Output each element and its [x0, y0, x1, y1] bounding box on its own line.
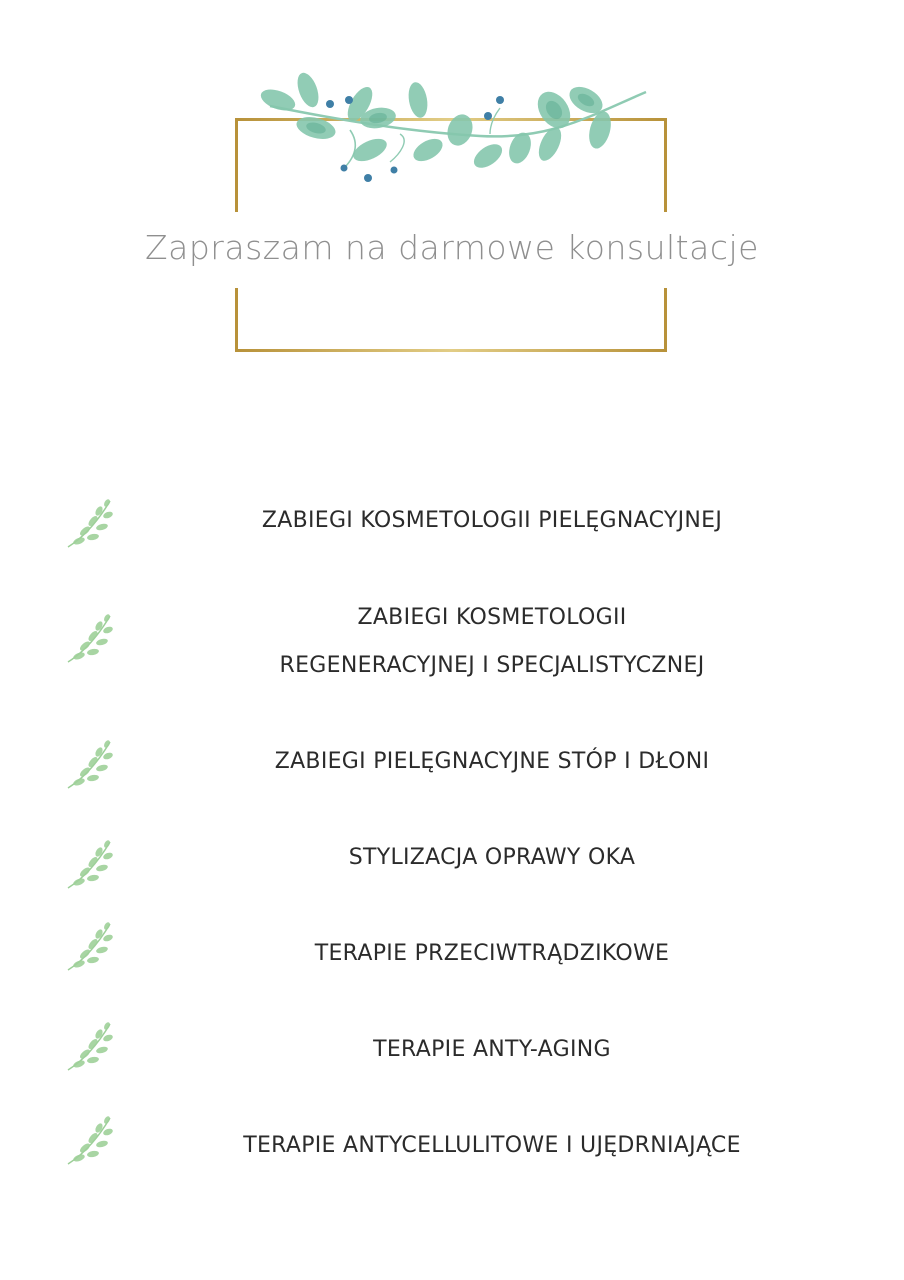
leaf-sprig-icon — [66, 738, 114, 794]
leaf-sprig-icon — [66, 838, 114, 894]
leaf-sprig-icon — [66, 1020, 114, 1076]
service-label-line2: REGENERACYJNEJ I SPECJALISTYCZNEJ — [279, 653, 705, 678]
leaf-sprig-icon — [66, 497, 114, 553]
service-label: STYLIZACJA OPRAWY OKA — [348, 845, 636, 870]
service-label: ZABIEGI KOSMETOLOGII PIELĘGNACYJNEJ — [261, 508, 723, 533]
service-label: TERAPIE PRZECIWTRĄDZIKOWE — [314, 941, 670, 966]
service-label: ZABIEGI PIELĘGNACYJNE STÓP I DŁONI — [274, 749, 710, 774]
leaf-sprig-icon — [66, 1114, 114, 1170]
eucalyptus-branch-icon — [250, 70, 650, 190]
page-title: Zapraszam na darmowe konsultacje — [145, 228, 759, 267]
service-label: TERAPIE ANTYCELLULITOWE I UJĘDRNIAJĄCE — [243, 1133, 741, 1158]
service-label: ZABIEGI KOSMETOLOGII — [357, 605, 627, 630]
service-label: TERAPIE ANTY-AGING — [373, 1037, 611, 1062]
leaf-sprig-icon — [66, 612, 114, 668]
leaf-sprig-icon — [66, 920, 114, 976]
